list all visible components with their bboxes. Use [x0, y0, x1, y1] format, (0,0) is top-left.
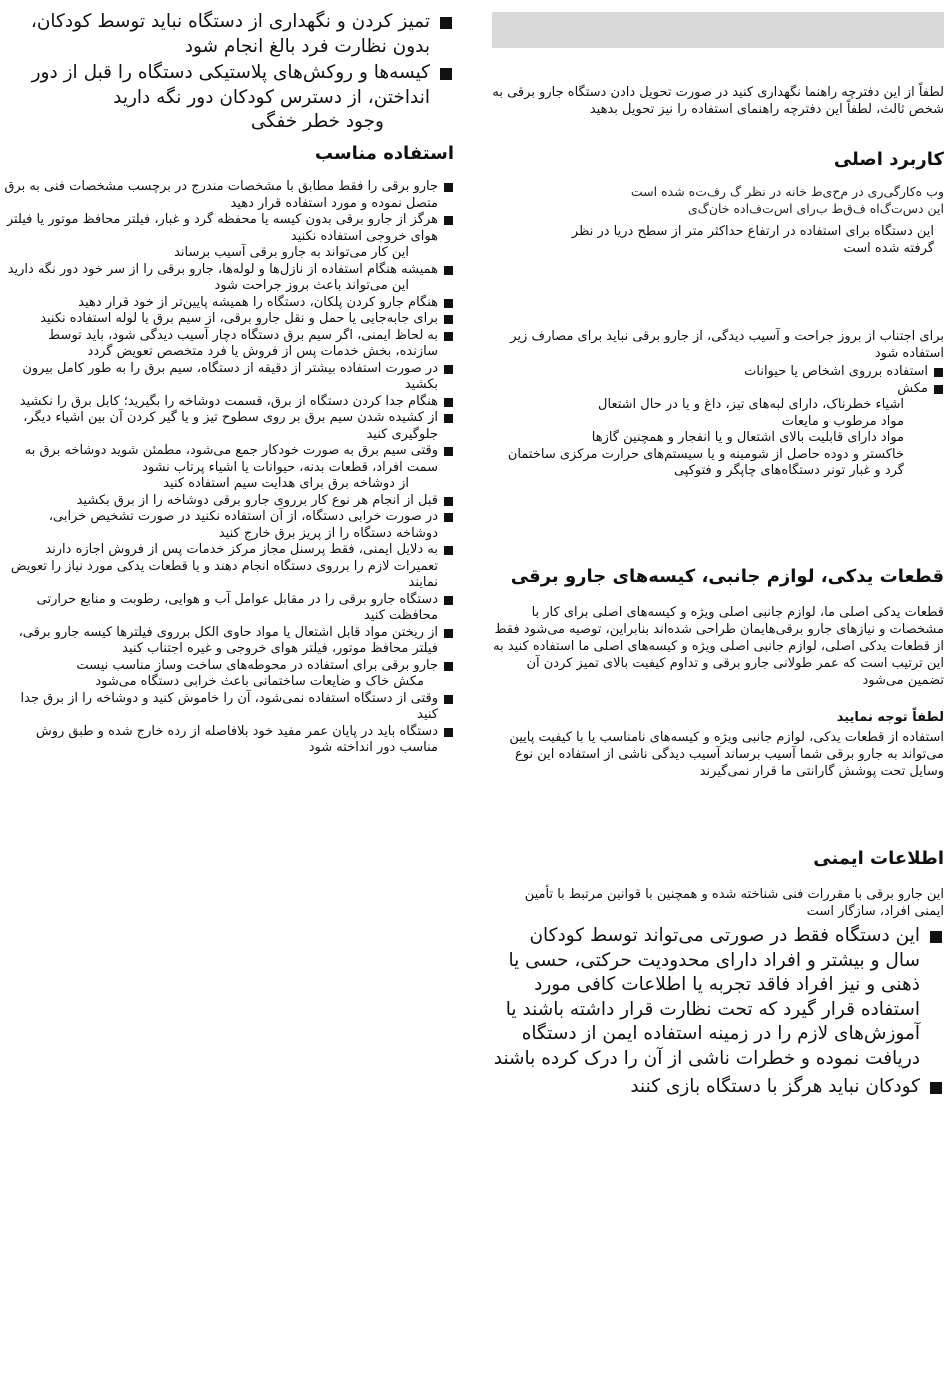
proper-use-item-15: از ریختن مواد قابل اشتعال یا مواد حاوی الکل برروی فیلترها کیسه جارو برقی، فیلتر محافظ موتور، فیلتر هوای خروجی و غیره اجتناب کنید [4, 625, 454, 658]
note-heading: لطفاً توجه نمایید [836, 710, 944, 725]
safety-item-1: این دستگاه فقط در صورتی می‌تواند توسط کودکان سال و بیشتر و افراد دارای محدودیت حرکتی، حسی یا ذهنی و نیز افراد فاقد تجربه یا اطلاعات کافی مورد استفاده قرار گیرد که تحت نظارت قرار داشته باشند یا آموزش‌های لازم را در زمینه استفاده ایمن از دستگاه دریافت نموده و خطرات ناشی از آن را درک کرده باشند [492, 924, 944, 1071]
proper-use-item-9: از کشیده شدن سیم برق بر روی سطوح تیز و یا گیر کردن آن بین اشیاء دیگر، جلوگیری کنید [4, 410, 454, 443]
proper-use-item-5: برای جابه‌جایی یا حمل و نقل جارو برقی، از سیم برق یا لوله استفاده نکنید [4, 311, 454, 328]
safety-section [492, 848, 944, 1100]
proper-use-heading: استفاده مناسب [314, 143, 454, 164]
main-use-section [492, 149, 944, 257]
right-column [492, 0, 944, 1395]
proper-use-item-3: همیشه هنگام استفاده از نازل‌ها و لوله‌ها، جارو برقی را از سر خود دور نگه دارید [4, 262, 454, 279]
main-use-line-2: این دس‌ت‌گ‌اه ف‌ق‌ط ب‌رای اس‌ت‌ف‌اده خان‌گ‌ی [687, 201, 944, 216]
proper-use-section [4, 143, 454, 757]
top-item-2: کیسه‌ها و روکش‌های پلاستیکی دستگاه را قبل از دور انداختن، از دسترس کودکان دور نگه دارید [4, 61, 454, 110]
prohibited-sub-3: مواد دارای قابلیت بالای اشتعال و یا انفجار و همچنین گازها [591, 430, 904, 445]
proper-use-item-14: دستگاه جارو برقی را در مقابل عوامل آب و هوایی، رطوبت و منابع حرارتی محافظت کنید [4, 592, 454, 625]
prohibited-sub-5: گرد و غبار تونر دستگاه‌های چاپگر و فتوکپی [673, 463, 904, 478]
intro-text: لطفاً از این دفترچه راهنما نگهداری کنید در صورت تحویل دادن دستگاه جارو برقی به شخص ثالث، لطفاً این دفترچه راهنمای استفاده را نیز تحویل بدهید [492, 85, 944, 117]
prohibited-section [492, 328, 944, 480]
proper-use-item-3-note: این می‌تواند باعث بروز جراحت شود [214, 278, 409, 293]
spare-parts-section [492, 566, 944, 780]
prohibited-item-1: استفاده برروی اشخاص یا حیوانات [492, 364, 944, 381]
main-use-line-1: وب ه‌کارگی‌ری در م‌ح‌ی‌ط خانه در نظر گ رف‌ت‌ه شده است [630, 184, 944, 199]
safety-heading: اطلاعات ایمنی [813, 848, 944, 869]
proper-use-item-13: به دلایل ایمنی، فقط پرسنل مجاز مرکز خدمات پس از فروش اجازه دارند تعمیرات لازم را برروی دستگاه انجام دهند و یا قطعات یدکی مورد نیاز را تعویض نمایند [4, 542, 454, 592]
spare-parts-heading: قطعات یدکی، لوازم جانبی، کیسه‌های جارو برقی [510, 566, 944, 587]
main-use-line-3: این دستگاه برای استفاده در ارتفاع حداکثر متر از سطح دریا در نظر گرفته شده است [571, 224, 934, 256]
left-column [4, 0, 454, 1395]
spare-parts-body: قطعات یدکی اصلی ما، لوازم جانبی اصلی ویژه و کیسه‌های اصلی برای کار با مشخصات و نیازهای جارو برقی‌هایمان طراحی شده‌اند بنابراین، توصیه می‌شود فقط از قطعات یدکی اصلی، لوازم جانبی اصلی ویژه و کیسه‌های اصلی ما استفاده کنید به این ترتیب است که عمر طولانی جارو برقی و تداوم کیفیت بالای تمیز کردن آن تضمین می‌شود [493, 605, 944, 688]
proper-use-item-4: هنگام جارو کردن پلکان، دستگاه را همیشه پایین‌تر از خود قرار دهید [4, 295, 454, 312]
proper-use-item-17: وقتی از دستگاه استفاده نمی‌شود، آن را خاموش کنید و دوشاخه را از برق جدا کنید [4, 691, 454, 724]
proper-use-item-18: دستگاه باید در پایان عمر مفید خود بلافاصله از رده خارج شده و طبق روش مناسب دور انداخته شود [4, 724, 454, 757]
safety-intro: این جارو برقی با مقررات فنی شناخته شده و همچنین با قوانین مرتبط با تأمین ایمنی افراد، سازگار است [524, 887, 944, 919]
main-use-heading: کاربرد اصلی [833, 149, 944, 170]
prohibited-sub-4: خاکستر و دوده حاصل از شومینه و یا سیستم‌های حرارت مرکزی ساختمان [507, 446, 904, 462]
proper-use-item-8: هنگام جدا کردن دستگاه از برق، قسمت دوشاخه را بگیرید؛ کابل برق را نکشید [4, 394, 454, 411]
header-bar [492, 12, 944, 48]
proper-use-item-1: جارو برقی را فقط مطابق با مشخصات مندرج در برچسب مشخصات فنی به برق متصل نموده و مورد استفاده قرار دهید [4, 179, 454, 212]
proper-use-item-7: در صورت استفاده بیشتر از دقیقه از دستگاه، سیم برق را به طور کامل بیرون بکشید [4, 361, 454, 394]
proper-use-item-10: وقتی سیم برق به صورت خودکار جمع می‌شود، مطمئن شوید دوشاخه برق به سمت افراد، قطعات بدنه، حیوانات یا اشیاء پرتاب نشود [4, 443, 454, 476]
proper-use-item-6: به لحاظ ایمنی، اگر سیم برق دستگاه دچار آسیب دیدگی شود، باید توسط سازنده، بخش خدمات پس از فروش یا فرد متخصص تعویض گردد [4, 328, 454, 361]
proper-use-item-16: جارو برقی برای استفاده در محوطه‌های ساخت وساز مناسب نیست [4, 658, 454, 675]
child-warning-items [4, 10, 454, 135]
prohibited-sub-2: مواد مرطوب و مایعات [781, 413, 904, 429]
prohibited-sub-1: اشیاء خطرناک، دارای لبه‌های تیز، داغ و یا در حال اشتعال [598, 397, 904, 412]
proper-use-item-12: در صورت خرابی دستگاه، از آن استفاده نکنید در صورت تشخیص خرابی، دوشاخه دستگاه را از پریز برق خارج کنید [4, 509, 454, 542]
note-body: استفاده از قطعات یدکی، لوازم جانبی ویژه و کیسه‌های نامناسب یا با کیفیت پایین می‌تواند به جارو برقی شما آسیب برساند آسیب دیدگی ناشی از استفاده این نوع وسایل تحت پوشش گارانتی ما قرار نمی‌گیرند [509, 730, 944, 779]
top-item-3: وجود خطر خفگی [250, 111, 384, 132]
proper-use-item-16-note: مکش خاک و ضایعات ساختمانی باعث خرابی دستگاه می‌شود [95, 674, 424, 689]
safety-item-2: کودکان نباید هرگز با دستگاه بازی کنند [492, 1075, 944, 1100]
proper-use-item-11: قبل از انجام هر نوع کار برروی جارو برقی دوشاخه را از برق بکشید [4, 493, 454, 510]
top-item-1: تمیز کردن و نگهداری از دستگاه نباید توسط کودکان، بدون نظارت فرد بالغ انجام شود [4, 10, 454, 59]
proper-use-item-2: هرگز از جارو برقی بدون کیسه یا محفظه گرد و غبار، فیلتر محافظ موتور یا فیلتر هوای خروجی استفاده نکنید [4, 212, 454, 245]
proper-use-item-10-note: از دوشاخه برق برای هدایت سیم استفاده کنید [163, 476, 409, 491]
proper-use-item-2-note: این کار می‌تواند به جارو برقی آسیب برساند [174, 245, 409, 260]
prohibited-item-2: مکش [492, 381, 944, 398]
prohibited-intro: برای اجتناب از بروز جراحت و آسیب دیدگی، از جارو برقی نباید برای مصارف زیر استفاده شود [510, 329, 944, 361]
